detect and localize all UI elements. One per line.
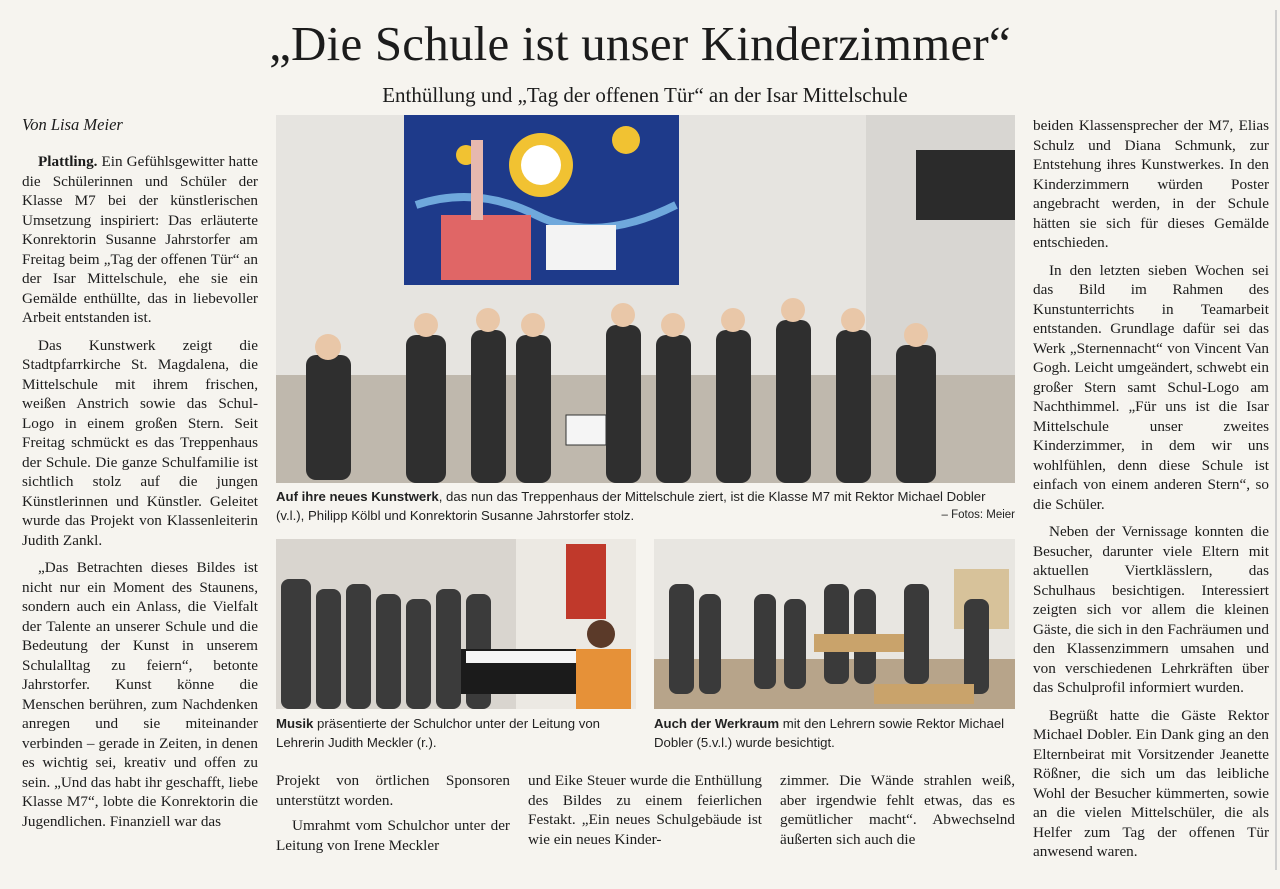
headline: „Die Schule ist unser Kinderzimmer“ <box>269 16 1011 71</box>
main-photo-caption <box>276 487 1015 525</box>
column-4-paragraph: zimmer. Die Wände strahlen weiß, aber irgendwie fehlt etwas, das es gemütlicher macht“. Abwechselnd äußerten sich auch die <box>780 772 1015 848</box>
column-3-paragraph: und Eike Steuer wurde die Enthüllung des Bildes zu einem feierlichen Festakt. „Ein neues Schulgebäude ist wie ein neues Kinder- <box>528 772 762 848</box>
choir-photo <box>276 539 636 709</box>
caption-text: , das nun das Treppenhaus der Mittelschule ziert, ist die Klasse M7 mit Rektor Michael Dobler (v.l.), Philipp Kölbl und Konrektorin Susanne Jahrstorfer stolz. <box>276 489 986 523</box>
photo-credit: – Fotos: Meier <box>941 509 1015 521</box>
column-2-paragraph-2: Umrahmt vom Schulchor unter der Leitung von Irene Meckler <box>276 817 510 854</box>
caption-lead: Auch der Werkraum <box>654 716 780 731</box>
dateline: Plattling. <box>38 153 98 170</box>
paragraph-1 <box>22 152 258 328</box>
paragraph-1-text: Ein Gefühlsgewitter hatte die Schülerinnen und Schüler der Klasse M7 bei der künstlerischen Umsetzung inspiriert: Das erläuterte Konrektorin Susanne Jahrstorfer am Freitag beim „Tag der offenen Tür“ an der Isar Mittelschule, ehe sie ein Gemälde enthüllte, das in liebevoller Arbeit entstanden ist. <box>22 153 259 326</box>
page-edge <box>1275 10 1277 870</box>
column-2-paragraph-1: Projekt von örtlichen Sponsoren unterstützt worden. <box>276 772 510 809</box>
caption-text: präsentierte der Schulchor unter der Leitung von Lehrerin Judith Meckler (r.). <box>276 716 601 750</box>
column-5-paragraph-3: Neben der Vernissage konnten die Besucher, darunter viele Eltern mit aktuellen Viertklässlern, das Schulhaus besichtigen. Interessiert zeigten sich vor allem die kleinen Gäste, die sich in den Fachräumen und den Klassenzimmern umsahen und von verschiedenen Lehrkräften über das Schulprofil informiert wurden. <box>1033 523 1269 696</box>
choir-photo-caption <box>276 714 638 752</box>
column-5-paragraph-1: beiden Klassensprecher der M7, Elias Schulz und Diana Schmunk, zur Entstehung ihres Kunstwerkes. In den Kinderzimmern würden Poster angebracht werden, in der Schule hätten sie sich für dieses Gemälde entschieden. <box>1033 117 1269 251</box>
subheadline: Enthüllung und „Tag der offenen Tür“ an der Isar Mittelschule <box>382 83 908 107</box>
main-photo <box>276 115 1015 483</box>
caption-text: mit den Lehrern sowie Rektor Michael Dobler (5.v.l.) wurde besichtigt. <box>654 716 1005 750</box>
caption-lead: Auf ihre neues Kunstwerk <box>276 489 439 504</box>
column-2 <box>276 771 510 863</box>
caption-lead: Musik <box>276 716 314 731</box>
paragraph-3: „Das Betrachten dieses Bildes ist nicht nur ein Moment des Staunens, sondern auch ein Anlass, die Vielfalt der Talente an unserer Schule und die Bedeutung der Kunst in unserem Schulalltag zu feiern“, betonte Jahrstorfer. Kunst könne die Menschen berühren, zum Nachdenken anregen und sie miteinander verbinden – gerade in Zeiten, in denen es wichtig sei, kreativ und offen zu sein. „Und das habt ihr geschafft, liebe Klasse M7“, lobte die Konrektorin die Jugendlichen. Finanziell war das <box>22 559 258 830</box>
column-1 <box>22 114 258 839</box>
paragraph-2: Das Kunstwerk zeigt die Stadtpfarrkirche St. Magdalena, die Mittelschule mit ihrem frischen, weißen Anstrich sowie das Schul-Logo in einem großen Stern. Seit Freitag schmückt es das Treppenhaus der Schule. Die ganze Schulfamilie ist sichtlich stolz auf die jungen Künstlerinnen und Künstler. Geleitet wurde das Projekt von Klassenleiterin Judith Zankl. <box>22 336 258 549</box>
byline: Von Lisa Meier <box>22 115 123 134</box>
column-4 <box>780 771 1015 857</box>
column-3 <box>528 771 762 857</box>
column-5 <box>1033 116 1269 870</box>
workshop-photo-caption <box>654 714 1016 752</box>
column-5-paragraph-4: Begrüßt hatte die Gäste Rektor Michael Dobler. Ein Dank ging an den Elternbeirat mit Vorsitzender Jeanette Rößner, die sich um das leibliche Wohl der Besucher kümmerten, sowie an die vielen Mittelschüler, die als Helfer zum Tag der offenen Tür anwesend waren. <box>1033 706 1269 860</box>
column-5-paragraph-2: In den letzten sieben Wochen sei das Bild im Rahmen des Kunstunterrichts in Teamarbeit entstanden. Grundlage dafür sei das Werk „Sternennacht“ von Vincent Van Gogh. Leicht umgeändert, schwebt ein großer Stern samt Schul-Logo am Nachthimmel. „Für uns ist die Isar Mittelschule unser zweites Kinderzimmer, in dem wir uns wohlfühlen, denn diese Schule ist einfach von einem anderen Stern“, so die Schüler. <box>1033 261 1269 513</box>
workshop-photo <box>654 539 1015 709</box>
